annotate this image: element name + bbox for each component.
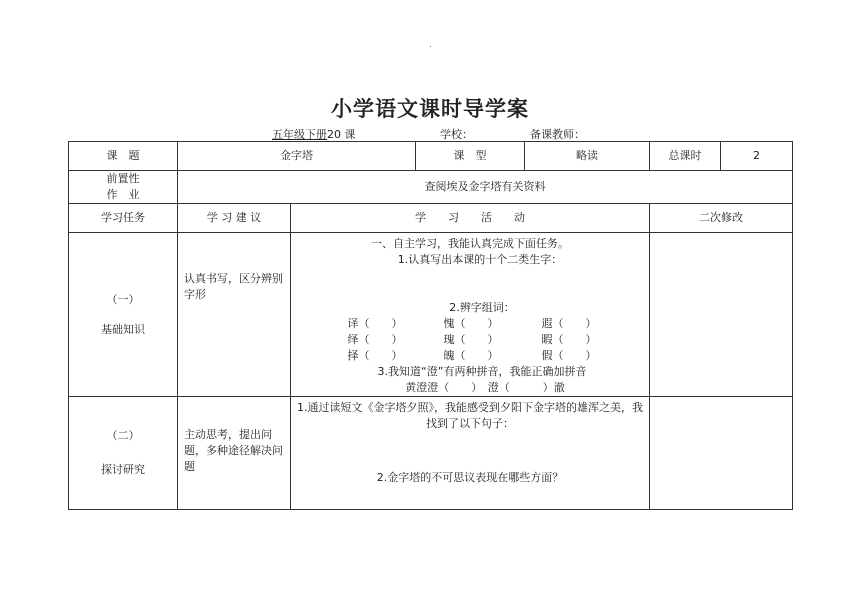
section2-item1: 1.通过读短文《金字塔夕照》，我能感受到夕阳下金字塔的雄浑之美，我找到了以下句子： xyxy=(297,401,643,430)
type-value: 略读 xyxy=(525,142,650,171)
word-item: 魄（ ） xyxy=(443,349,499,362)
word-item: 译（ ） xyxy=(347,317,403,330)
section1-item1: 1.认真写出本课的十个二类生字： xyxy=(397,253,563,266)
column-header-row xyxy=(69,204,793,233)
word-item: 暇（ ） xyxy=(541,333,597,346)
section1-item3: 3.我知道“澄”有两种拼音，我能正确加拼音 xyxy=(377,365,587,378)
col-activity-header: 学 习 活 动 xyxy=(291,204,650,233)
page-title: 小学语文课时导学案 xyxy=(331,97,529,121)
total-value: 2 xyxy=(721,142,793,171)
word-item: 遐（ ） xyxy=(541,317,597,330)
prep-label-line2: 作 业 xyxy=(106,188,140,201)
section2-activity xyxy=(291,397,650,510)
lesson-plan-table xyxy=(68,141,793,510)
total-label: 总课时 xyxy=(650,142,721,171)
topic-label: 课 题 xyxy=(69,142,178,171)
section2-suggestion: 主动思考，提出问题，多种途径解决问题 xyxy=(178,397,291,510)
word-item: 绎（ ） xyxy=(347,333,403,346)
section1-number: （一） xyxy=(106,292,140,306)
section1-heading: 一、自主学习，我能认真完成下面任务。 xyxy=(371,237,569,250)
prep-label xyxy=(69,171,178,204)
section2-revision xyxy=(650,397,793,510)
school-label: 学校： xyxy=(440,128,473,141)
section2-task xyxy=(69,397,178,510)
section1-revision xyxy=(650,233,793,397)
prep-label-line1: 前置性 xyxy=(106,172,140,185)
grade-text: 五年级下册 xyxy=(272,128,327,141)
section2-name: 探讨研究 xyxy=(101,463,145,476)
topic-value: 金字塔 xyxy=(178,142,416,171)
section1-suggestion: 认真书写，区分辨别字形 xyxy=(178,233,291,397)
section2-row xyxy=(69,397,793,510)
dot-mark xyxy=(430,46,431,47)
section1-item2: 2.辨字组词： xyxy=(449,301,515,314)
header-row xyxy=(69,142,793,171)
grade-lesson xyxy=(272,126,356,142)
col-suggestion-header: 学 习 建 议 xyxy=(178,204,291,233)
word-grid xyxy=(327,316,643,364)
word-item: 择（ ） xyxy=(347,349,403,362)
word-item: 瑰（ ） xyxy=(443,333,499,346)
prep-row xyxy=(69,171,793,204)
section1-item3-line: 黄澄澄（ ） 澄（ ）澈 xyxy=(405,381,565,394)
prep-value: 查阅埃及金字塔有关资料 xyxy=(178,171,793,204)
section1-row xyxy=(69,233,793,397)
word-item: 愧（ ） xyxy=(443,317,499,330)
section1-task xyxy=(69,233,178,397)
type-label: 课 型 xyxy=(416,142,525,171)
teacher-label: 备课教师： xyxy=(530,128,585,141)
section2-item2: 2.金字塔的不可思议表现在哪些方面？ xyxy=(376,471,564,484)
section1-name: 基础知识 xyxy=(101,322,145,336)
col-task-header: 学习任务 xyxy=(69,204,178,233)
section1-activity xyxy=(291,233,650,397)
section2-number: （二） xyxy=(106,429,140,442)
col-revision-header: 二次修改 xyxy=(650,204,793,233)
lesson-text: 20 课 xyxy=(327,128,356,141)
word-item: 假（ ） xyxy=(541,349,597,362)
